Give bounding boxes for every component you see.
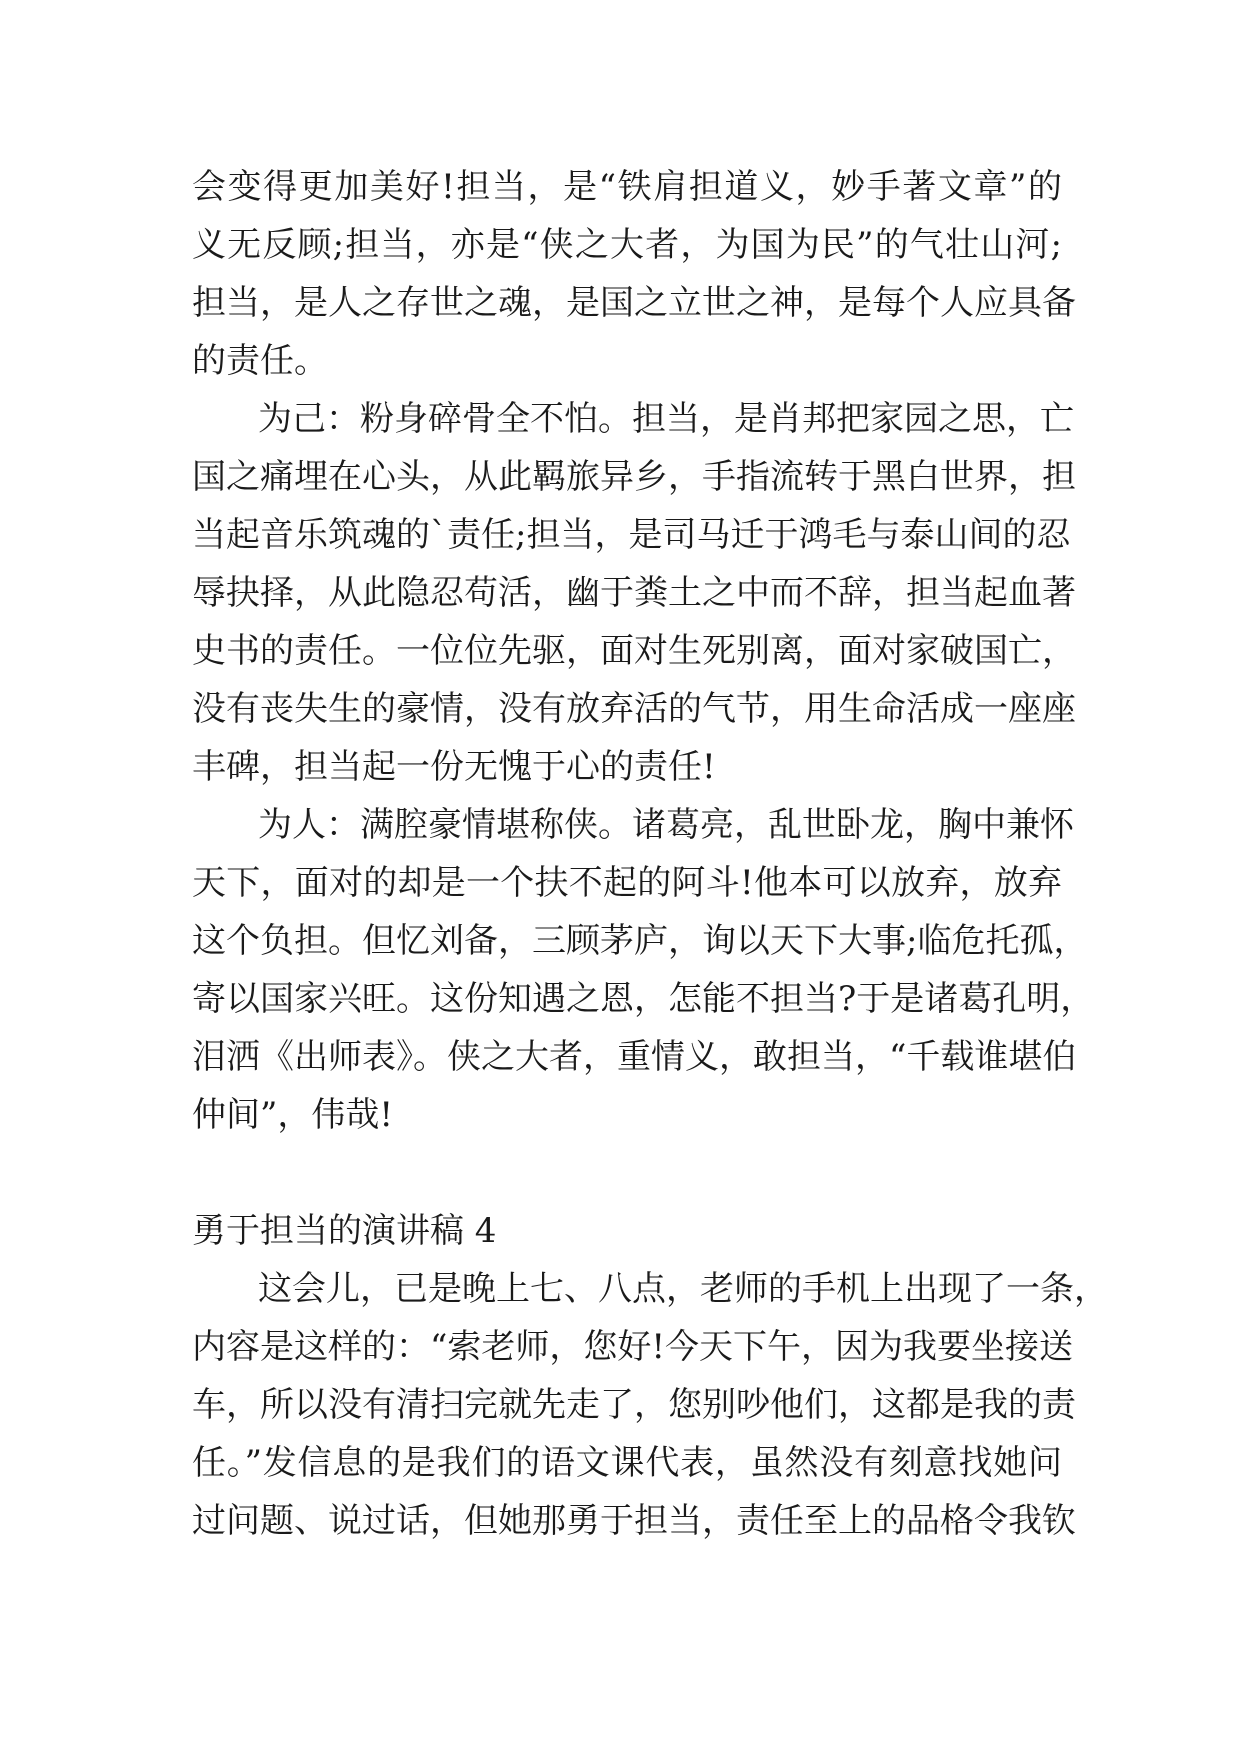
text-line: 丰碑，担当起一份无愧于心的责任! [192, 747, 716, 787]
paragraph-1 [192, 158, 1076, 390]
text-line: 辱抉择，从此隐忍苟活，幽于粪土之中而不辞，担当起血著 [192, 573, 1076, 613]
text-line: 仲间”，伟哉! [192, 1095, 394, 1135]
paragraph-4 [192, 1260, 1108, 1550]
text-line: 会变得更加美好!担当，是“铁肩担道义，妙手著文章”的 [192, 167, 1062, 207]
text-line: 泪洒《出师表》。侠之大者，重情义，敢担当，“千载谁堪伯 [192, 1037, 1077, 1077]
text-line: 为人：满腔豪情堪称侠。诸葛亮，乱世卧龙，胸中兼怀 [258, 805, 1074, 845]
paragraph-3 [192, 796, 1095, 1144]
text-line: 的责任。 [192, 341, 328, 381]
text-line: 这会儿，已是晚上七、八点，老师的手机上出现了一条， [258, 1269, 1108, 1309]
document-body [192, 158, 1108, 1550]
text-line: 担当，是人之存世之魂，是国之立世之神，是每个人应具备 [192, 283, 1076, 323]
text-line: 天下，面对的却是一个扶不起的阿斗!他本可以放弃，放弃 [192, 863, 1062, 903]
section-title: 勇于担当的演讲稿 4 [192, 1211, 497, 1251]
text-line: 国之痛埋在心头，从此羁旅异乡，手指流转于黑白世界，担 [192, 457, 1076, 497]
text-line: 这个负担。但忆刘备，三顾茅庐，询以天下大事;临危托孤， [192, 921, 1088, 961]
text-line: 当起音乐筑魂的`责任;担当，是司马迁于鸿毛与泰山间的忍 [192, 515, 1071, 555]
text-line: 过问题、说过话，但她那勇于担当，责任至上的品格令我钦 [192, 1501, 1076, 1541]
text-line: 义无反顾;担当，亦是“侠之大者，为国为民”的气壮山河; [192, 225, 1062, 265]
text-line: 寄以国家兴旺。这份知遇之恩，怎能不担当?于是诸葛孔明， [192, 979, 1095, 1019]
paragraph-2 [192, 390, 1076, 796]
text-line: 车，所以没有清扫完就先走了，您别吵他们，这都是我的责 [192, 1385, 1076, 1425]
text-line: 史书的责任。一位位先驱，面对生死别离，面对家破国亡， [192, 631, 1076, 671]
text-line: 为己：粉身碎骨全不怕。担当，是肖邦把家园之思，亡 [258, 399, 1074, 439]
text-line: 没有丧失生的豪情，没有放弃活的气节，用生命活成一座座 [192, 689, 1076, 729]
text-line: 内容是这样的：“索老师，您好!今天下午，因为我要坐接送 [192, 1327, 1074, 1367]
text-line: 任。”发信息的是我们的语文课代表，虽然没有刻意找她问 [192, 1443, 1062, 1483]
